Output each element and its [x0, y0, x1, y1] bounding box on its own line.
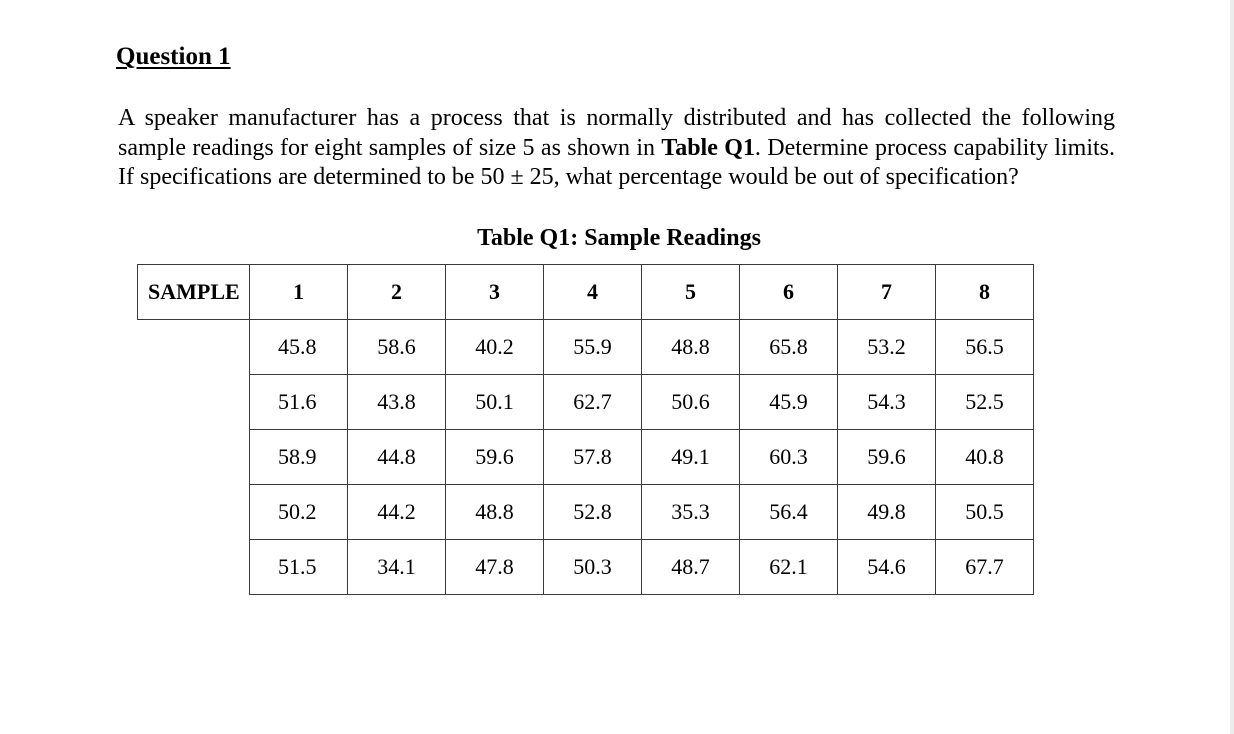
table-cell: 35.3	[642, 485, 740, 540]
table-cell: 54.6	[838, 540, 936, 595]
sample-header-6: 6	[740, 265, 838, 320]
table-cell: 44.8	[348, 430, 446, 485]
table-cell: 50.6	[642, 375, 740, 430]
table-cell: 40.2	[446, 320, 544, 375]
question-heading: Question 1	[116, 43, 231, 70]
table-row	[138, 540, 1034, 595]
table-cell: 44.2	[348, 485, 446, 540]
sample-row-label: SAMPLE	[138, 265, 250, 320]
table-cell: 43.8	[348, 375, 446, 430]
table-cell: 54.3	[838, 375, 936, 430]
table-cell: 59.6	[838, 430, 936, 485]
sample-readings-table	[137, 264, 1034, 595]
blank-cell	[138, 375, 250, 430]
table-cell: 48.8	[642, 320, 740, 375]
table-cell: 40.8	[936, 430, 1034, 485]
table-cell: 56.5	[936, 320, 1034, 375]
sample-header-5: 5	[642, 265, 740, 320]
table-cell: 51.6	[250, 375, 348, 430]
table-cell: 56.4	[740, 485, 838, 540]
table-cell: 67.7	[936, 540, 1034, 595]
table-row	[138, 485, 1034, 540]
sample-header-1: 1	[250, 265, 348, 320]
blank-cell	[138, 485, 250, 540]
table-cell: 58.6	[348, 320, 446, 375]
page-edge	[1230, 0, 1234, 734]
table-cell: 48.7	[642, 540, 740, 595]
question-text-part-2: . Determine process capability limits. If specifications are determined to be 50 ± 25, what percentage would be out of specification?	[118, 134, 1116, 190]
question-text-part-1: A speaker manufacturer has a process that is normally distributed and has collected the following sample readings for eight samples of size 5 as shown in	[118, 105, 1115, 161]
table-cell: 52.8	[544, 485, 642, 540]
table-cell: 62.1	[740, 540, 838, 595]
table-cell: 49.8	[838, 485, 936, 540]
table-header-row	[138, 265, 1034, 320]
table-cell: 52.5	[936, 375, 1034, 430]
table-cell: 49.1	[642, 430, 740, 485]
table-cell: 55.9	[544, 320, 642, 375]
blank-cell	[138, 540, 250, 595]
table-cell: 62.7	[544, 375, 642, 430]
question-text	[118, 104, 1115, 193]
table-cell: 51.5	[250, 540, 348, 595]
table-cell: 50.2	[250, 485, 348, 540]
table-cell: 58.9	[250, 430, 348, 485]
table-cell: 57.8	[544, 430, 642, 485]
sample-header-8: 8	[936, 265, 1034, 320]
table-cell: 45.8	[250, 320, 348, 375]
table-cell: 50.5	[936, 485, 1034, 540]
blank-cell	[138, 320, 250, 375]
table-caption: Table Q1: Sample Readings	[477, 225, 761, 251]
sample-header-7: 7	[838, 265, 936, 320]
table-cell: 59.6	[446, 430, 544, 485]
table-cell: 45.9	[740, 375, 838, 430]
table-cell: 48.8	[446, 485, 544, 540]
table-cell: 50.1	[446, 375, 544, 430]
table-reference: Table Q1	[661, 134, 755, 161]
table-row	[138, 320, 1034, 375]
table-cell: 60.3	[740, 430, 838, 485]
table-cell: 50.3	[544, 540, 642, 595]
table-cell: 47.8	[446, 540, 544, 595]
table-cell: 34.1	[348, 540, 446, 595]
blank-cell	[138, 430, 250, 485]
sample-header-3: 3	[446, 265, 544, 320]
table-row	[138, 430, 1034, 485]
sample-header-2: 2	[348, 265, 446, 320]
table-cell: 53.2	[838, 320, 936, 375]
table-row	[138, 375, 1034, 430]
table-cell: 65.8	[740, 320, 838, 375]
sample-header-4: 4	[544, 265, 642, 320]
